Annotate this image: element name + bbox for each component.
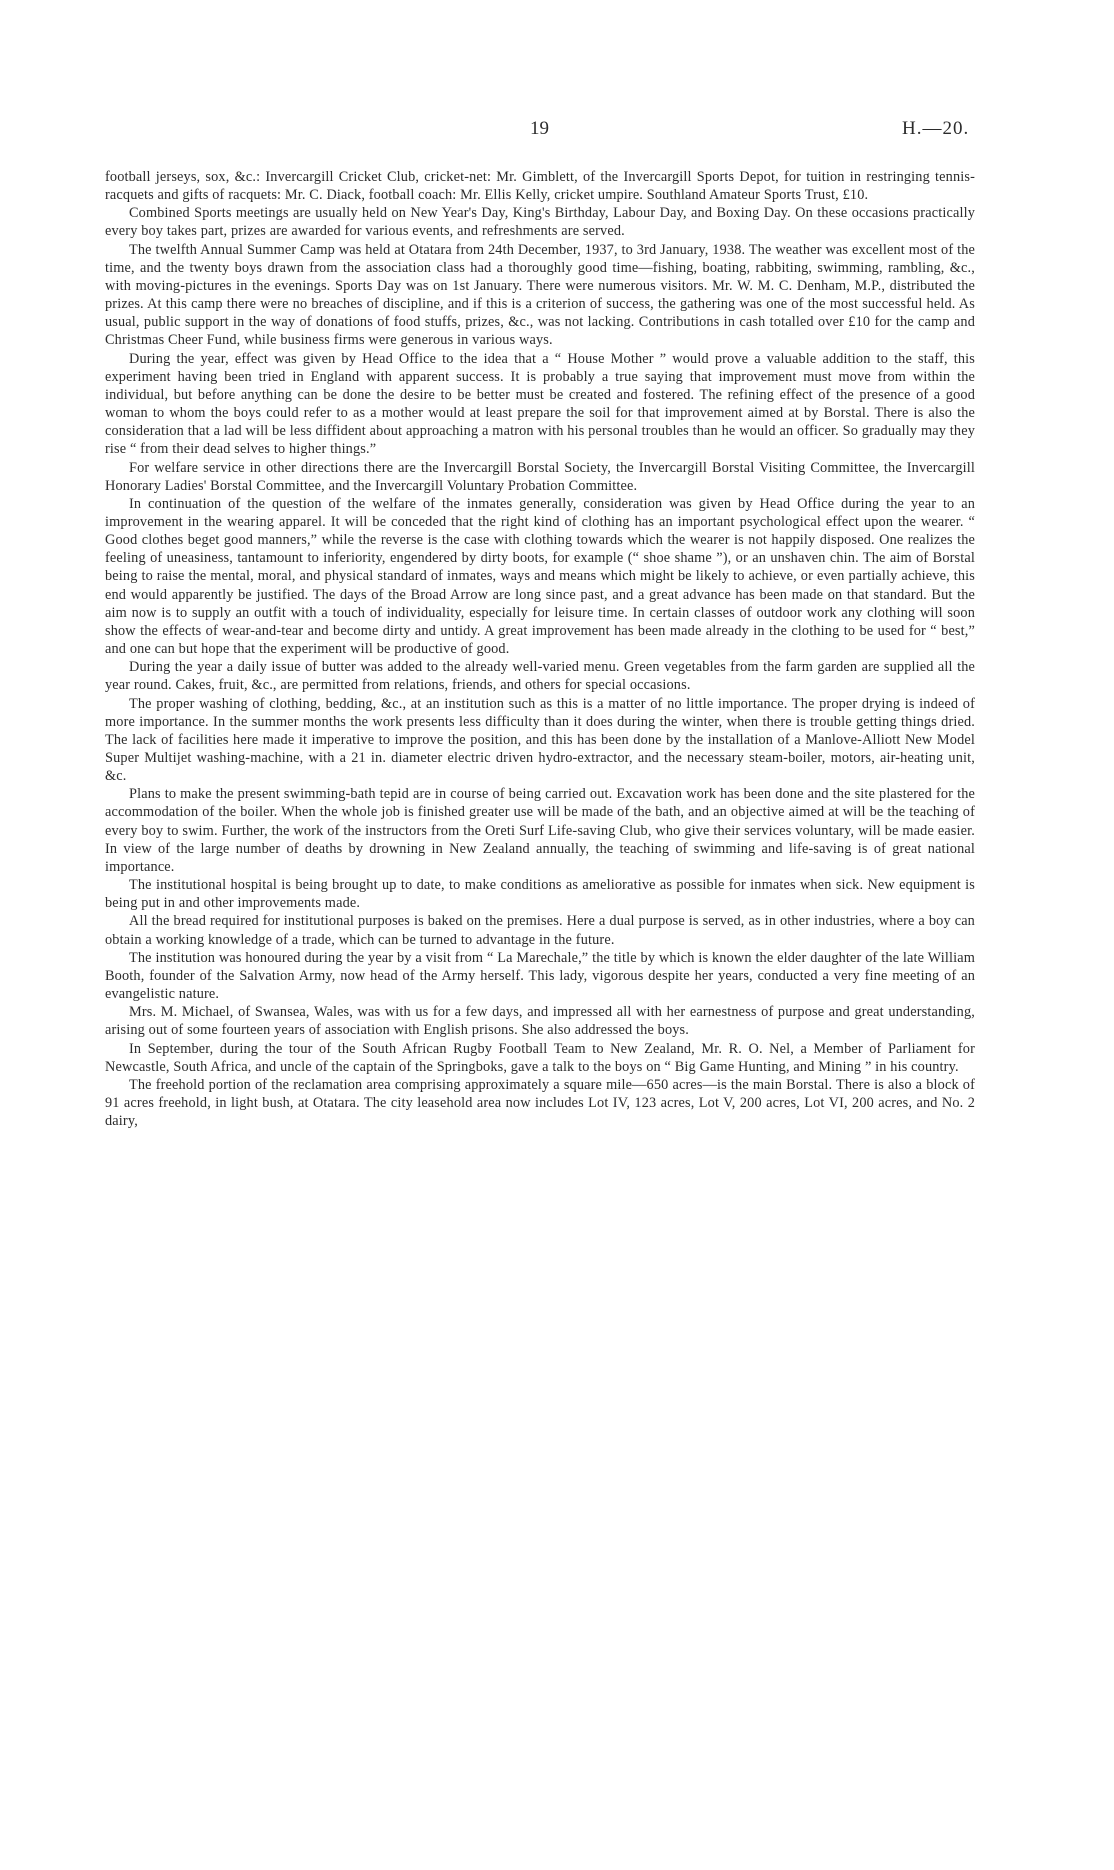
paragraph-sports-gifts: football jerseys, sox, &c.: Invercargill Cricket Club, cricket-net: Mr. Gimblett, of the Invercargill Sports Depot, for tuition in restringing tennis-racquets and gifts of racquets: Mr. C. Diack, football coach: Mr. Ellis Kelly, cricket umpire. Southland Amateur Sports Trust, £10. xyxy=(105,169,975,204)
paragraph-freehold: The freehold portion of the reclamation area comprising approximately a square mile—650 acres—is the main Borstal. There is also a block of 91 acres freehold, in light bush, at Otatara. The city leasehold area now includes Lot IV, 123 acres, Lot V, 200 acres, Lot VI, 200 acres, and No. 2 dairy, xyxy=(105,1076,975,1130)
paragraph-welfare-service: For welfare service in other directions there are the Invercargill Borstal Society, the Invercargill Borstal Visiting Committee, the Invercargill Honorary Ladies' Borstal Committee, and the Invercargill Voluntary Probation Committee. xyxy=(105,459,975,494)
body-text xyxy=(105,168,975,1130)
page-header xyxy=(0,118,1114,148)
document-reference: H.—20. xyxy=(902,118,970,139)
paragraph-wearing-apparel: In continuation of the question of the welfare of the inmates generally, consideration was given by Head Office during the year to an improvement in the wearing apparel. It will be conceded that the right kind of clothing has an important psychological effect upon the wearer. “ Good clothes beget good manners,” while the reverse is the case with clothing towards which the wearer is not happily disposed. One realizes the feeling of uneasiness, tantamount to inferiority, engendered by dirty boots, for example (“ shoe shame ”), or an unshaven chin. The aim of Borstal being to raise the mental, moral, and physical standard of inmates, ways and means which might be likely to achieve, or even partially achieve, this end would apparently be justified. The days of the Broad Arrow are long since past, and a great advance has been made on that standard. But the aim now is to supply an outfit with a touch of individuality, especially for leisure time. In certain classes of outdoor work any clothing will soon show the effects of wear-and-tear and become dirty and untidy. A great improvement has been made already in the clothing to be used for “ best,” and one can but hope that the experiment will be productive of good. xyxy=(105,495,975,658)
paragraph-swimming-bath: Plans to make the present swimming-bath tepid are in course of being carried out. Excavation work has been done and the site plastered for the accommodation of the boiler. When the whole job is finished greater use will be made of the bath, and an objective aimed at will be the teaching of every boy to swim. Further, the work of the instructors from the Oreti Surf Life-saving Club, who give their services voluntary, will be made easier. In view of the large number of deaths by drowning in New Zealand annually, the teaching of swimming and life-saving is of great national importance. xyxy=(105,786,975,875)
paragraph-washing: The proper washing of clothing, bedding, &c., at an institution such as this is a matter of no little importance. The proper drying is indeed of more importance. In the summer months the work presents less difficulty than it does during the winter, when there is trouble getting things dried. The lack of facilities here made it imperative to improve the position, and this has been done by the installation of a Manlove-Alliott New Model Super Multijet washing-machine, with a 21 in. diameter electric driven hydro-extractor, and the necessary steam-boiler, motors, air-heating unit, &c. xyxy=(105,695,975,785)
paragraph-hospital: The institutional hospital is being brought up to date, to make conditions as ameliorative as possible for inmates when sick. New equipment is being put in and other improvements made. xyxy=(105,877,975,912)
paragraph-summer-camp: The twelfth Annual Summer Camp was held at Otatara from 24th December, 1937, to 3rd January, 1938. The weather was excellent most of the time, and the twenty boys drawn from the association class had a thoroughly good time—fishing, boating, rabbiting, swimming, rambling, &c., with moving-pictures in the evenings. Sports Day was on 1st January. There were numerous visitors. Mr. W. M. C. Denham, M.P., distributed the prizes. At this camp there were no breaches of discipline, and if this is a criterion of success, the gathering was one of the most successful held. As usual, public support in the way of donations of food stuffs, prizes, &c., was not lacking. Contributions in cash totalled over £10 for the camp and Christmas Cheer Fund, while business firms were generous in various ways. xyxy=(105,241,975,349)
paragraph-mrs-michael: Mrs. M. Michael, of Swansea, Wales, was with us for a few days, and impressed all with her earnestness of purpose and great understanding, arising out of some fourteen years of association with English prisons. She also addressed the boys. xyxy=(105,1004,975,1039)
paragraph-menu: During the year a daily issue of butter was added to the already well-varied menu. Green vegetables from the farm garden are supplied all the year round. Cakes, fruit, &c., are permitted from relations, friends, and others for special occasions. xyxy=(105,659,975,694)
paragraph-bread: All the bread required for institutional purposes is baked on the premises. Here a dual purpose is served, as in other industries, where a boy can obtain a working knowledge of a trade, which can be turned to advantage in the future. xyxy=(105,913,975,948)
paragraph-la-marechale: The institution was honoured during the year by a visit from “ La Marechale,” the title by which is known the elder daughter of the late William Booth, founder of the Salvation Army, now head of the Army herself. This lady, vigorous despite her years, conducted a very fine meeting of an evangelistic nature. xyxy=(105,949,975,1003)
paragraph-house-mother: During the year, effect was given by Head Office to the idea that a “ House Mother ” would prove a valuable addition to the staff, this experiment having been tried in England with apparent success. It is probably a true saying that improvement must move from within the individual, but before anything can be done the desire to be better must be created and fostered. The refining effect of the presence of a good woman to whom the boys could refer to as a mother would at least prepare the soil for that improvement aimed at by Borstal. There is also the consideration that a lad will be less diffident about approaching a matron with his personal troubles than he would an officer. So gradually may they rise “ from their dead selves to higher things.” xyxy=(105,350,975,458)
paragraph-sports-meetings: Combined Sports meetings are usually held on New Year's Day, King's Birthday, Labour Day, and Boxing Day. On these occasions practically every boy takes part, prizes are awarded for various events, and refreshments are served. xyxy=(105,205,975,240)
paragraph-springboks: In September, during the tour of the South African Rugby Football Team to New Zealand, Mr. R. O. Nel, a Member of Parliament for Newcastle, South Africa, and uncle of the captain of the Springboks, gave a talk to the boys on “ Big Game Hunting, and Mining ” in his country. xyxy=(105,1040,975,1075)
page-number: 19 xyxy=(530,118,549,139)
